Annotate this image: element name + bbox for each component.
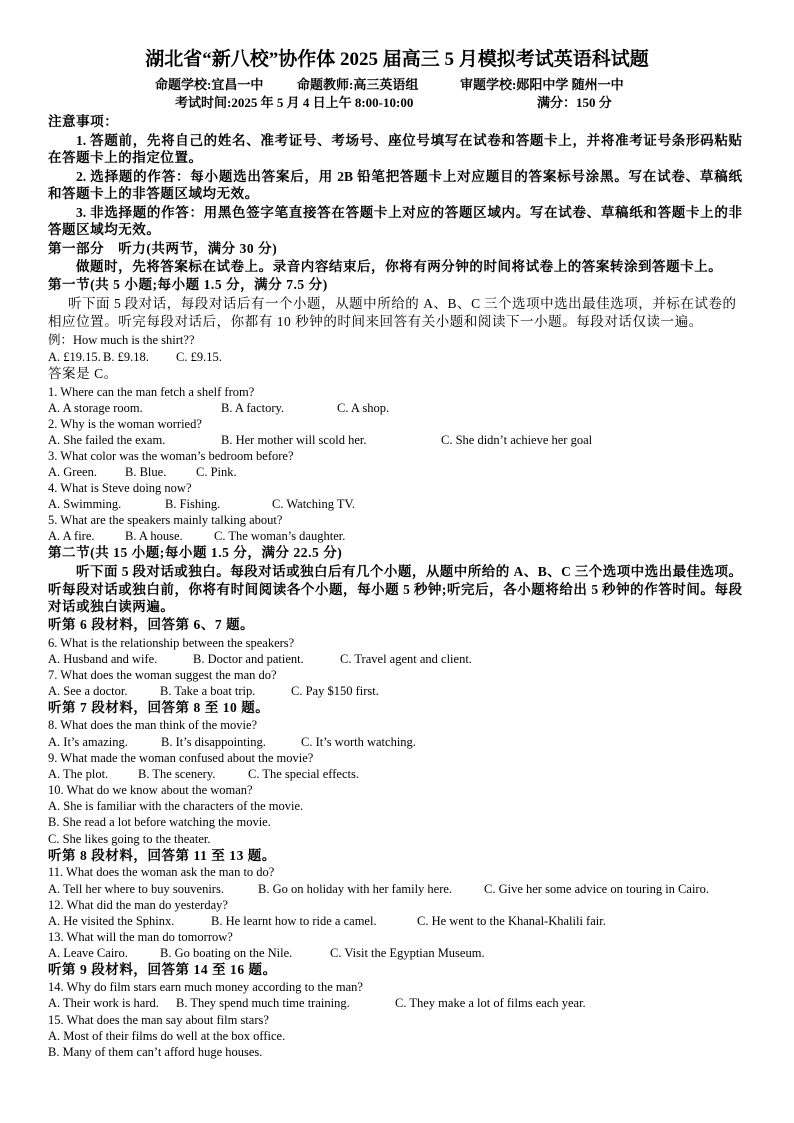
material-9-label: 听第 9 段材料，回答第 14 至 16 题。 <box>48 962 277 977</box>
setting-school: 命题学校:宜昌一中 <box>155 77 264 92</box>
q5-options <box>48 528 742 544</box>
q7-options <box>48 683 742 699</box>
full-score: 满分：150 分 <box>537 95 612 110</box>
q6-stem: 6. What is the relationship between the speakers? <box>48 636 295 650</box>
example-question: 例：How much is the shirt?? <box>48 333 195 347</box>
exam-credits <box>0 77 794 93</box>
q4-stem: 4. What is Steve doing now? <box>48 481 192 495</box>
q2-options <box>48 432 742 448</box>
q7-option-c: C. Pay $150 first. <box>291 684 379 698</box>
q12-option-a: A. He visited the Sphinx. <box>48 914 175 928</box>
q8-option-c: C. It’s worth watching. <box>301 735 416 749</box>
q14-options <box>48 995 742 1011</box>
q4-option-a: A. Swimming. <box>48 497 122 511</box>
instruction-1-line-2: 在答题卡上的指定位置。 <box>48 150 203 165</box>
q1-option-c: C. A shop. <box>337 401 390 415</box>
q11-option-b: B. Go on holiday with her family here. <box>258 882 453 896</box>
q5-stem: 5. What are the speakers mainly talking about? <box>48 513 283 527</box>
example-option-c: C. £9.15. <box>176 350 222 364</box>
q1-option-a: A. A storage room. <box>48 401 143 415</box>
exam-time-score <box>0 95 794 111</box>
q12-option-b: B. He learnt how to ride a camel. <box>211 914 377 928</box>
q13-option-b: B. Go boating on the Nile. <box>160 946 293 960</box>
q10-option-a: A. She is familiar with the characters of the movie. <box>48 799 304 813</box>
part1-title: 第一部分 听力(共两节，满分 30 分) <box>48 241 278 256</box>
q8-options <box>48 734 742 750</box>
q7-option-a: A. See a doctor. <box>48 684 128 698</box>
q9-options <box>48 766 742 782</box>
q11-stem: 11. What does the woman ask the man to do? <box>48 865 275 879</box>
q13-option-a: A. Leave Cairo. <box>48 946 128 960</box>
q11-option-a: A. Tell her where to buy souvenirs. <box>48 882 224 896</box>
example-option-b: B. £9.18. <box>103 350 149 364</box>
q15-option-b: B. Many of them can’t afford huge houses. <box>48 1045 263 1059</box>
section2-directions-line-3: 对话或独白读两遍。 <box>48 599 175 614</box>
review-school: 审题学校:郧阳中学 随州一中 <box>460 77 624 92</box>
material-6-label: 听第 6 段材料，回答第 6、7 题。 <box>48 617 255 632</box>
instruction-1-line-1: 1. 答题前，先将自己的姓名、准考证号、考场号、座位号填写在试卷和答题卡上，并将准考证号条形码粘贴 <box>76 133 742 148</box>
q4-option-b: B. Fishing. <box>165 497 221 511</box>
exam-time: 考试时间:2025 年 5 月 4 日上午 8:00-10:00 <box>175 95 414 110</box>
instruction-2-line-1: 2. 选择题的作答：每小题选出答案后，用 2B 铅笔把答题卡上对应题目的答案标号涂黑。写在试卷、草稿纸 <box>76 169 742 184</box>
q6-option-a: A. Husband and wife. <box>48 652 158 666</box>
q11-options <box>48 881 742 897</box>
q8-stem: 8. What does the man think of the movie? <box>48 718 258 732</box>
q3-stem: 3. What color was the woman’s bedroom before? <box>48 449 294 463</box>
q14-option-a: A. Their work is hard. <box>48 996 159 1010</box>
q5-option-a: A. A fire. <box>48 529 95 543</box>
q6-options <box>48 651 742 667</box>
example-option-a: A. £19.15. <box>48 350 101 364</box>
q12-options <box>48 913 742 929</box>
instructions-heading: 注意事项： <box>48 114 119 129</box>
exam-title: 湖北省“新八校”协作体 2025 届高三 5 月模拟考试英语科试题 <box>145 49 649 70</box>
q14-option-c: C. They make a lot of films each year. <box>395 996 586 1010</box>
q1-stem: 1. Where can the man fetch a shelf from? <box>48 385 255 399</box>
instruction-3-line-1: 3. 非选择题的作答：用黑色签字笔直接答在答题卡上对应的答题区域内。写在试卷、草稿纸和答题卡上的非 <box>76 205 742 220</box>
material-7-label: 听第 7 段材料，回答第 8 至 10 题。 <box>48 700 270 715</box>
material-8-label: 听第 8 段材料，回答第 11 至 13 题。 <box>48 848 276 863</box>
setting-teacher: 命题教师:高三英语组 <box>297 77 419 92</box>
q3-option-b: B. Blue. <box>125 465 167 479</box>
q4-options <box>48 496 742 512</box>
q3-option-c: C. Pink. <box>196 465 237 479</box>
q15-option-a: A. Most of their films do well at the box office. <box>48 1029 286 1043</box>
section1-title: 第一节(共 5 小题;每小题 1.5 分，满分 7.5 分) <box>48 277 328 292</box>
instruction-2-line-2: 和答题卡上的非答题区域均无效。 <box>48 186 259 201</box>
q2-stem: 2. Why is the woman worried? <box>48 417 202 431</box>
example-answer: 答案是 C。 <box>48 366 118 381</box>
q9-option-b: B. The scenery. <box>138 767 216 781</box>
q15-stem: 15. What does the man say about film stars? <box>48 1013 269 1027</box>
section2-directions-line-1: 听下面 5 段对话或独白。每段对话或独白后有几个小题，从题中所给的 A、B、C 三个选项中选出最佳选项。 <box>76 564 742 579</box>
q14-stem: 14. Why do film stars earn much money according to the man? <box>48 980 363 994</box>
q13-stem: 13. What will the man do tomorrow? <box>48 930 233 944</box>
q6-option-c: C. Travel agent and client. <box>340 652 472 666</box>
q1-options <box>48 400 742 416</box>
q10-option-c: C. She likes going to the theater. <box>48 832 211 846</box>
q8-option-a: A. It’s amazing. <box>48 735 128 749</box>
q1-option-b: B. A factory. <box>221 401 285 415</box>
q14-option-b: B. They spend much time training. <box>176 996 350 1010</box>
q6-option-b: B. Doctor and patient. <box>193 652 304 666</box>
q10-stem: 10. What do we know about the woman? <box>48 783 253 797</box>
q12-stem: 12. What did the man do yesterday? <box>48 898 228 912</box>
example-options <box>48 349 742 365</box>
q4-option-c: C. Watching TV. <box>272 497 356 511</box>
section2-title: 第二节(共 15 小题;每小题 1.5 分，满分 22.5 分) <box>48 545 343 560</box>
part1-intro: 做题时，先将答案标在试卷上。录音内容结束后，你将有两分钟的时间将试卷上的答案转涂到答题卡上。 <box>76 259 723 274</box>
q9-option-c: C. The special effects. <box>248 767 359 781</box>
instruction-3-line-2: 答题区域均无效。 <box>48 222 161 237</box>
q7-stem: 7. What does the woman suggest the man do? <box>48 668 277 682</box>
q2-option-a: A. She failed the exam. <box>48 433 166 447</box>
section1-directions-line-2: 相应位置。听完每段对话后，你都有 10 秒钟的时间来回答有关小题和阅读下一小题。每段对话仅读一遍。 <box>48 314 703 329</box>
q5-option-b: B. A house. <box>125 529 183 543</box>
q5-option-c: C. The woman’s daughter. <box>214 529 346 543</box>
q2-option-c: C. She didn’t achieve her goal <box>441 433 593 447</box>
q8-option-b: B. It’s disappointing. <box>161 735 266 749</box>
q11-option-c: C. Give her some advice on touring in Cairo. <box>484 882 709 896</box>
q7-option-b: B. Take a boat trip. <box>160 684 256 698</box>
q2-option-b: B. Her mother will scold her. <box>221 433 367 447</box>
section1-directions-line-1: 听下面 5 段对话，每段对话后有一个小题，从题中所给的 A、B、C 三个选项中选出最佳选项，并标在试卷的 <box>68 296 736 311</box>
q9-option-a: A. The plot. <box>48 767 109 781</box>
q3-options <box>48 464 742 480</box>
q9-stem: 9. What made the woman confused about the movie? <box>48 751 314 765</box>
q13-options <box>48 945 742 961</box>
q3-option-a: A. Green. <box>48 465 97 479</box>
q12-option-c: C. He went to the Khanal-Khalili fair. <box>417 914 606 928</box>
q13-option-c: C. Visit the Egyptian Museum. <box>330 946 485 960</box>
section2-directions-line-2: 听每段对话或独白前，你将有时间阅读各个小题，每小题 5 秒钟;听完后，各小题将给出 5 秒钟的作答时间。每段 <box>48 582 742 597</box>
q10-option-b: B. She read a lot before watching the movie. <box>48 815 271 829</box>
